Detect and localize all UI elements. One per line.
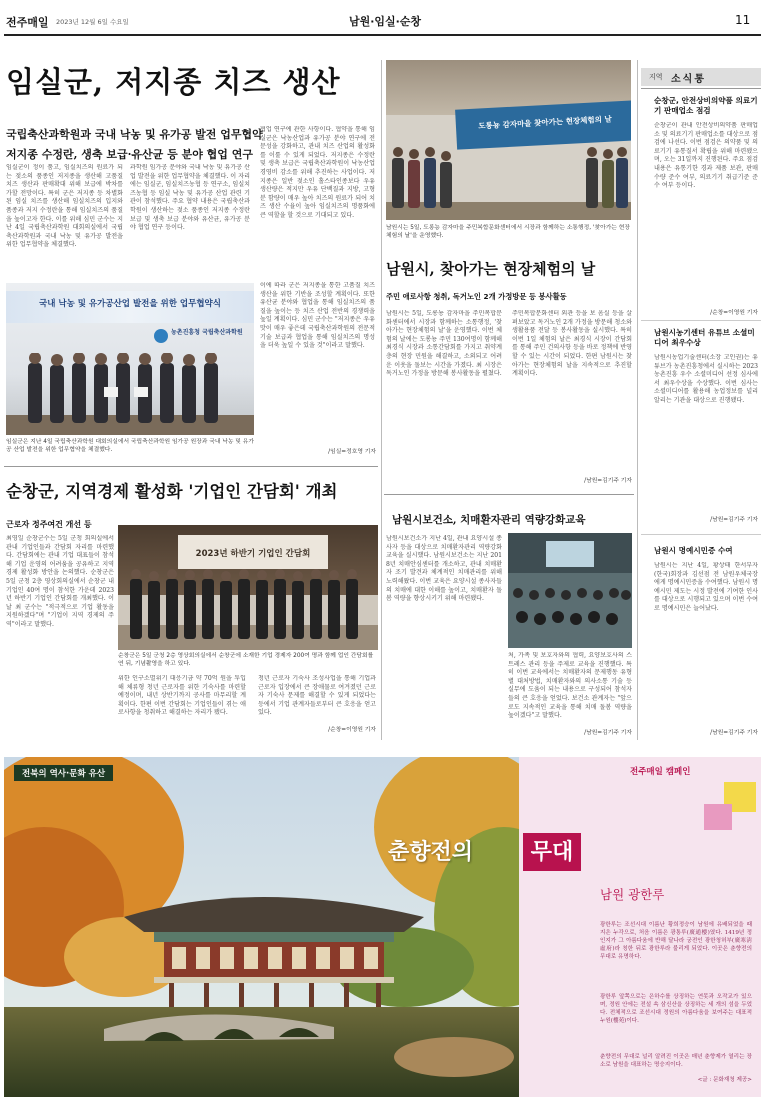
article2-col1: 최영일 순창군수는 5일 군청 회의실에서 관내 기업인들과 간담회 자리를 마련했다. 간담회에는 관내 기업 대표들이 참석해 기업 운영의 어려움을 공유하고 지역경제 활성화 방안을 논의했다. 순창군은 5일 군청 2층 영상회의실에서 순창군 내 기업인 40여 명이 참석한 가운데 2023년 하반기 기업인 간담회를 개최했다. 이날 최 군수는 "적극적으로 기업 활동을 지원하겠다"며 "기업이 지역 경제의 주역"이라고 말했다. bbox=[6, 535, 114, 628]
article3-byline: /남원=김기주 기자 bbox=[584, 478, 632, 484]
feature-desc-2: 광한루 앞쪽으로는 은하수를 상징하는 연못과 오작교가 있으며, 정원 안에는 전설 속 삼신산을 상징하는 세 개의 섬을 두었다. 전체적으로 조선시대 정원의 아름다움을 보여주는 대표적 누원(樓苑)이다. bbox=[600, 994, 752, 1024]
article1-subhead-2: 저지종 수정란, 생축 보급·유산균 등 분야 협업 연구 bbox=[6, 148, 253, 161]
article1-photo-banner: 국내 낙농 및 유가공산업 발전을 위한 업무협약식 bbox=[39, 299, 221, 309]
sidebar-item1-body: 순창군이 관내 안전상비의약품 판매업소 및 의료기기 판매업소를 대상으로 점검에 나선다. 이번 점검은 의약품 및 의료기기 유통질서 확립을 위해 마련됐으며, 오는 31일까지 진행된다. 주요 점검내용은 유통기한 경과 제품 보관, 판매 수량 준수 여부, 의료기기 취급기준 준수 여부 등이다. bbox=[654, 122, 758, 190]
article3-col2: 주민복합문화센터 외관 등을 보 옴실 등을 살펴보았고 독거노인 2개 가정을 방문해 청소와 생활용품 전달 등 봉사활동을 실시했다. 특히 이번 1일 체험의 날은 최경식 시장이 간담회를 통해 주민 건의사항 등을 바로 정책에 반영할 수 있는 시간이 되었다. 한편 남원시는 찾아가는 현장체험의 날을 지속적으로 추진할 계획이다. bbox=[512, 310, 632, 378]
article3-headline: 남원시, 찾아가는 현장체험의 날 bbox=[386, 260, 596, 278]
place-name: 남원 광한루 bbox=[600, 887, 665, 902]
masthead-rule bbox=[4, 34, 761, 36]
divider-2 bbox=[384, 494, 634, 495]
article1-people bbox=[6, 353, 254, 435]
sidebar-item1-title: 순창군, 안전상비의약품 의료기기 판매업소 점검 bbox=[654, 96, 758, 115]
article1-col1: 임실군이 정이 품고, 임실치즈의 원료가 되는 젖소의 품종인 저지종을 생산해 고품질 치즈 생산과 판매확대 위해 보급에 박차를 가할 전망이다. 특히 군은 저지종 등 차별화된 임실 치즈를 생산해 임실치즈의 입지와 품종과 저지 수정란을 통해 임실치즈의 품질을 높이고자 한다. 이를 위해 심민 군수는 지난 4일 국립축산과학원 대회의실에서 국립축산과학원과 국내 낙농 및 유가공 발전을 위한 업무협약을 체결했다. bbox=[6, 164, 123, 249]
article1-caption: 임실군은 지난 4일 국립축산과학원 대회의실에서 국립축산과학원 임가공 원장과 국내 낙농 및 유가공 산업 발전을 위한 업무협약을 체결했다. bbox=[6, 439, 254, 453]
column-rule-1 bbox=[381, 60, 382, 740]
article2-byline: /순창=이영원 기자 bbox=[328, 727, 376, 733]
campaign-label: 전주매일 캠페인 bbox=[630, 767, 691, 777]
article4-photo bbox=[508, 533, 632, 648]
page-number: 11 bbox=[735, 13, 751, 27]
article4-col1: 남원시보건소가 지난 4일, 관내 요양시설 종사자 등을 대상으로 치매환자관리 역량강화교육을 실시했다. 남원시보건소는 지난 2018년 치매안심센터를 개소하고, 관내 치매환자 조기 발견과 체계적인 치매관리를 위해 노력해왔다. 이번 교육은 요양시설 종사자들의 치매에 대한 이해를 높이고, 치매환자 돌봄 역량을 향상시키기 위해 마련됐다. bbox=[386, 535, 502, 603]
article2-photo-banner: 2023년 하반기 기업인 간담회 bbox=[195, 549, 311, 559]
article4-byline: /남원=김기주 기자 bbox=[584, 730, 632, 736]
feature-title-a: 춘향전의 bbox=[388, 839, 474, 865]
article2-photo bbox=[118, 525, 378, 650]
masthead-paper: 전주매일 bbox=[6, 16, 49, 29]
institute-logo bbox=[154, 329, 168, 343]
article1-photo bbox=[6, 283, 254, 435]
article4-headline: 남원시보건소, 치매환자관리 역량강화교육 bbox=[392, 514, 586, 526]
column-rule-2 bbox=[637, 60, 638, 740]
article1-col2: 과학원 임가공 분야와 국내 낙농 및 유가공 산업 발전을 위한 업무협약을 체결했다. 이 자리에는 임실군, 임실치즈농협 등 연구소, 임실치즈농협 등 임실 낙농 및 유가공 산업 관련 기관이 참석했다. 주요 협약 내용은 국립축산과학원이 생산하는 젖소 품종인 저지종 수정란 보급 및 생축 보급 분야와 유산균, 유가공 분야 협업 연구 등이다. bbox=[130, 164, 250, 232]
feature-desc-1: 광한루는 조선시대 이름난 황희정승이 남원에 유배되었을 때 지은 누각으로, 처음 이름은 광통루(廣通樓)였다. 1419년 정인지가 그 아름다움에 반해 달나라 궁전인 광한청허부(廣寒淸虛府)라 칭한 뒤로 광한루라 불리게 되었다. 이곳은 춘향전의 무대로 유명하다. bbox=[600, 922, 752, 960]
sidebar-header-big: 소식통 bbox=[671, 74, 706, 85]
sidebar-header bbox=[641, 68, 761, 86]
article3-photo-banner: 도롱뇽 감자마을 찾아가는 현장체험의 날 bbox=[478, 114, 612, 131]
article3-subhead: 주민 애로사항 청취, 독거노인 2개 가정방문 등 봉사활동 bbox=[386, 292, 567, 301]
article3-people bbox=[386, 140, 631, 220]
sidebar-item2-title: 남원시농기센터 유튜브 소셜미디어 최우수상 bbox=[654, 328, 755, 347]
article2-col2: 위한 인구소멸위기 대응기금 약 70억 원을 투입해 체류형 청년 근로자를 위한 기숙사를 마련할 예정이며, 내년 상반기까지 공사를 마무리할 계획이다. 한편 이번 간담회는 기업인들이 겪는 애로사항을 청취하고 해결하는 자리가 됐다. bbox=[118, 675, 246, 717]
article3-photo bbox=[386, 60, 631, 220]
feature-desc-3: 춘향전의 무대로 널리 알려진 이곳은 매년 춘향제가 열리는 장소로 남원을 대표하는 명승지이다. bbox=[600, 1054, 752, 1068]
article1-byline: /임실=정호영 기자 bbox=[328, 449, 376, 455]
title-b-box bbox=[523, 833, 581, 871]
article2-caption: 순창군은 5일 군청 2층 영상회의실에서 순창군에 소재한 기업 경제자 200여 명과 함께 업인 간담회를 연 뒤, 기념촬영을 하고 있다. bbox=[118, 653, 374, 667]
article1-photo-sub: 농촌진흥청 국립축산과학원 bbox=[171, 329, 243, 336]
article2-people bbox=[118, 565, 378, 650]
feature-source: <글 : 문화재청 제공> bbox=[697, 1077, 752, 1083]
pink-block-decor bbox=[704, 804, 732, 830]
sidebar-item3-body: 남원시는 지난 4일, 황상태 한서부자(한국)회장과 김선점 전 남원우체국장에게 명예시민증을 수여했다. 남원시 명예시민 제도는 시정 발전에 기여한 인사를 대상으로 시행되고 있으며 이번 수여로 명예시민은 늘어났다. bbox=[654, 562, 758, 612]
gwanghallu-illustration bbox=[4, 757, 519, 1097]
article3-col1: 남원시는 5일, 도롱뇽 감자마을 주민복합문화센터에서 시장과 함께하는 소통행정, '찾아가는 현장체험의 날'을 운영했다. 이번 체험의 날에는 도롱뇽 주민 130여명이 함께해 최경식 시장과 소통간담회를 가지고 취약계층의 현장 민원을 해결하고, 소외되고 어려운 이웃을 돌보는 시간을 가졌다. 최 시장은 독거노인 가정을 방문해 봉사활동을 펼쳤다. bbox=[386, 310, 502, 378]
article1-subhead-1: 국립축산과학원과 국내 낙농 및 유가공 발전 업무협약 bbox=[6, 128, 263, 141]
article2-col3: 청년 근로자 기숙사 조성사업을 통해 기업과 근로자 입장에서 큰 장애물로 여겨졌던 근로자 기숙사 문제를 해결할 수 있게 되었다는 등에서 기업 관계자들로부터 큰 호응을 얻고 있다. bbox=[258, 675, 376, 717]
sidebar-item2-byline: /남원=김기주 기자 bbox=[710, 517, 758, 523]
series-tag: 전북의 역사·문화 유산 bbox=[14, 765, 113, 781]
article1-col4: 이에 따라 군은 저지종을 통한 고품질 치즈 생산을 위한 기반을 조성할 계획이다. 또한 유산균 분야와 협업을 통해 임실치즈의 품질을 높이는 등 치즈 산업 전반의 경쟁력을 높일 계획이다. 심민 군수는 "저지종은 우유 맛이 매우 좋은데 국립축산과학원의 전문적 기술 보급과 협업을 통해 임실치즈의 명성을 더욱 높일 수 있을 것"이라고 말했다. bbox=[260, 282, 375, 350]
article4-col2: 처, 가족 및 보호자와의 협력, 요양보호사의 스트레스 관리 등을 주제로 교육을 진행했다. 특히 이번 교육에서는 치매환자의 문제행동 유형별 대처방법, 치매환자와의 의사소통 기술 등 실무에 도움이 되는 내용으로 구성되어 참석자들의 큰 호응을 얻었다. 보건소 관계자는 "앞으로도 지속적인 교육을 통해 치매 돌봄 역량을 높이겠다"고 말했다. bbox=[508, 652, 632, 720]
article2-headline: 순창군, 지역경제 활성화 '기업인 간담회' 개최 bbox=[6, 482, 338, 501]
sidebar-header-small: 지역 bbox=[649, 73, 663, 81]
article1-headline: 임실군, 저지종 치즈 생산 bbox=[6, 65, 341, 99]
divider-1 bbox=[4, 466, 378, 467]
article2-subhead: 근로자 정주여건 개선 등 bbox=[6, 520, 92, 529]
article1-col3: 협업 연구에 관한 사항이다. 협약을 통해 임실군은 낙농산업과 유가공 분야 연구에 전문성을 강화하고, 관내 치즈 산업의 활성화를 이룰 수 있게 되었다. 저지종은 수정란 및 생축 보급은 국립축산과학원이 낙농산업 경영비 감소를 위해 추진하는 사업이다. 저지종은 일반 젖소인 홀스타인종보다 우유 생산량은 적지만 우유 단백질과 지방, 고형분 함량이 매우 높아 치즈의 원료가 되어 치즈 생산 수율이 높아 임실치즈의 명품화에 큰 역할을 할 것으로 기대되고 있다. bbox=[260, 126, 375, 219]
masthead-date: 2023년 12월 6일 수요일 bbox=[56, 18, 129, 26]
sidebar-item3-title: 남원시 명예시민증 수여 bbox=[654, 546, 733, 555]
sidebar-item2-body: 남원시농업기술센터(소장 고인권)는 유튜브가 농촌진흥청에서 실시하는 2023 농촌진흥 우수 소셜미디어 선정 심사에서 최우수상을 수상했다. 이번 심사는 소셜미디어를 활용해 농업정보를 널리 알리는 기관을 대상으로 진행됐다. bbox=[654, 354, 758, 404]
gwanghallu-photo bbox=[4, 757, 519, 1097]
feature-title-b: 무대 bbox=[530, 839, 574, 865]
sidebar-item1-byline: /순창=이영원 기자 bbox=[710, 310, 758, 316]
masthead-section: 남원·임실·순창 bbox=[348, 15, 422, 28]
bottom-feature bbox=[4, 757, 761, 1097]
sidebar-item3-byline: /남원=김기주 기자 bbox=[710, 730, 758, 736]
article3-caption: 남원시는 5일, 도롱뇽 감자마을 주민복합문화센터에서 시장과 함께하는 소통행정, '찾아가는 현장체험의 날'을 운영했다. bbox=[386, 225, 630, 239]
